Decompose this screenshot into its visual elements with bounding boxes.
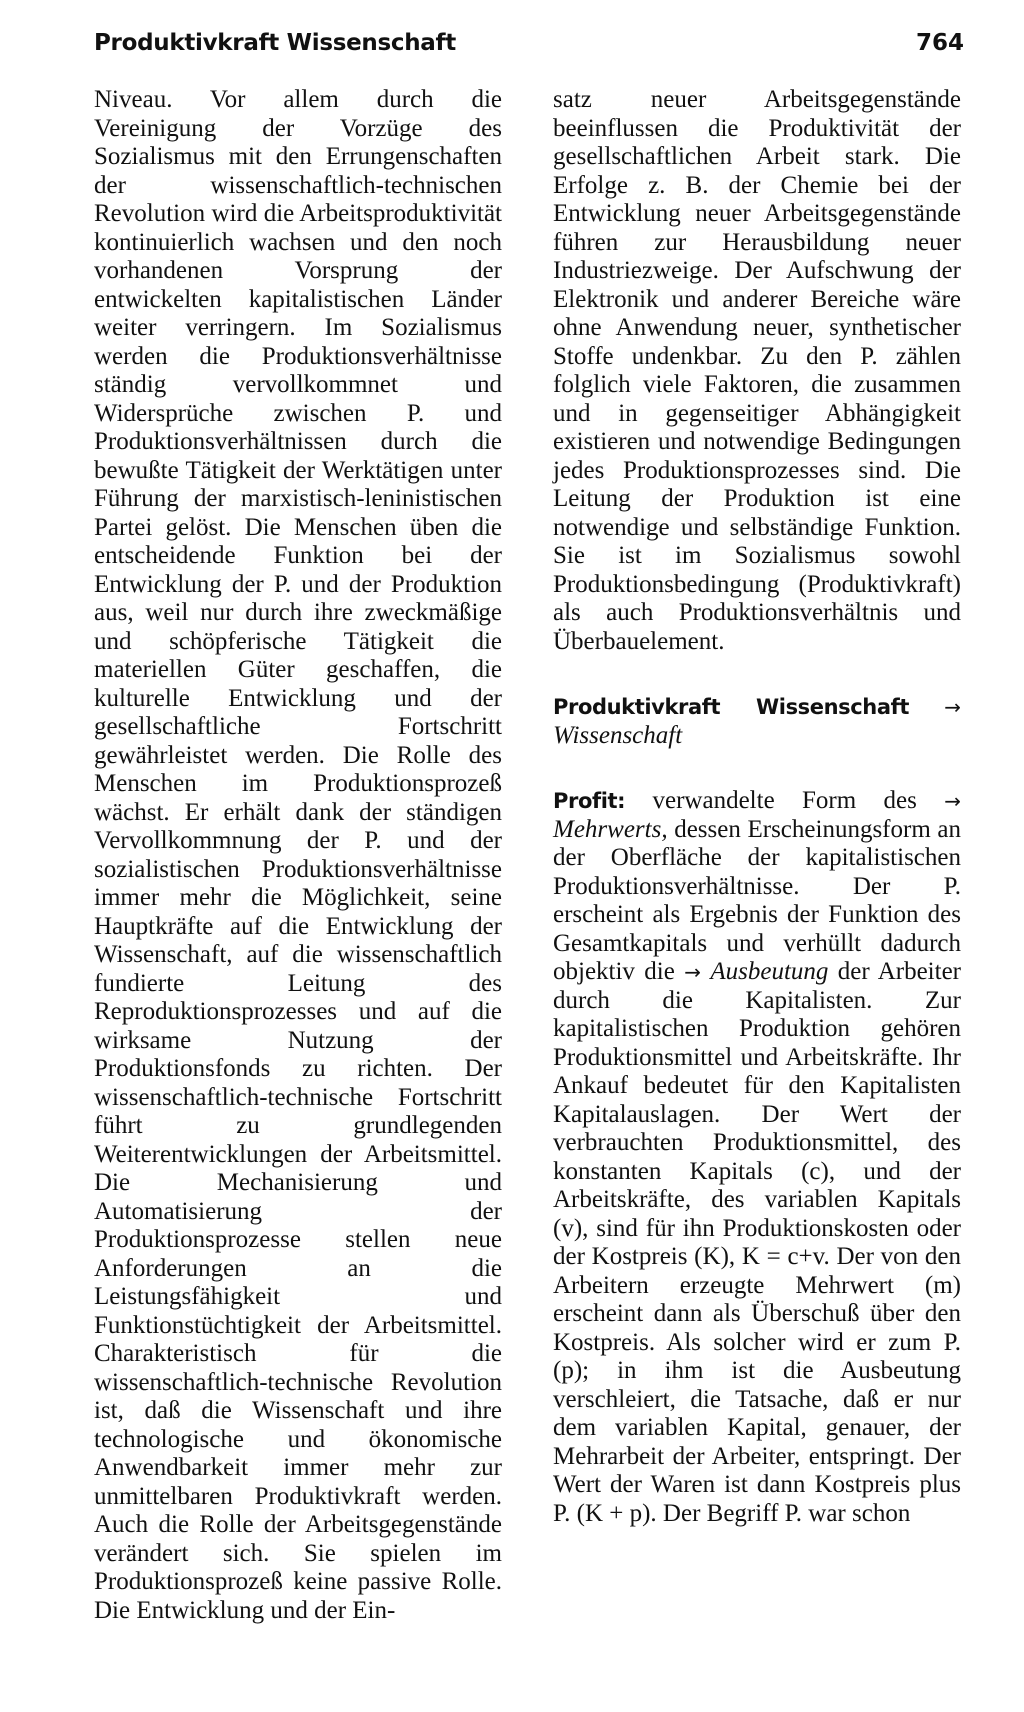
- continuation-paragraph: satz neuer Arbeitsgegenstände beeinflussen die Produktivität der gesellschaftlichen Arbeit stark. Die Erfolge z. B. der Chemie bei der Entwicklung neuer Arbeitsgegenstände führen zur Herausbildung neuer Industriezweige. Der Aufschwung der Elektronik und anderer Bereiche wäre ohne Anwendung neuer, synthetischer Stoffe undenkbar. Zu den P. zählen folglich viele Faktoren, die zusammen und in gegenseitiger Abhängigkeit existieren und notwendige Bedingungen jedes Produktionsprozesses sind. Die Leitung der Produktion ist eine notwendige und selbständige Funktion. Sie ist im Sozialismus sowohl Produktionsbedingung (Produktivkraft) als auch Produktionsverhältnis und Überbauelement.: [553, 86, 961, 655]
- page-header: [94, 30, 964, 66]
- entry-headword: Profit:: [553, 789, 626, 813]
- cross-reference-arrow-icon: →: [944, 789, 961, 813]
- cross-reference-link[interactable]: Mehrwerts,: [553, 815, 668, 843]
- entry-text: verwandelte Form des: [625, 787, 945, 814]
- right-column: [553, 86, 961, 1528]
- entry-produktivkraft-wissenschaft: [553, 693, 961, 750]
- entry-text: der Arbeiter durch die Kapitalisten. Zur kapitalistischen Produktion gehören Produktionsmittel und Arbeitskräfte. Ihr Ankauf bedeutet für den Kapitalisten Kapitalauslagen. Der Wert der verbrauchten Produktionsmittel, des konstanten Kapitals (c), und der Arbeitskräfte, des variablen Kapitals (v), sind für ihn Produktionskosten oder der Kostpreis (K), K = c+v. Der von den Arbeitern erzeugte Mehrwert (m) erscheint dann als Überschuß über den Kostpreis. Als solcher wird er zum P. (p); in ihm ist die Ausbeutung verschleiert, die Tatsache, daß er nur dem variablen Kapital, genauer, der Mehrarbeit der Arbeiter, entspringt. Der Wert der Waren ist dann Kostpreis plus P. (K + p). Der Begriff P. war schon: [553, 958, 961, 1527]
- cross-reference-link[interactable]: Ausbeutung: [710, 958, 829, 985]
- running-head: Produktivkraft Wissenschaft: [94, 30, 456, 56]
- entry-headword: Produktivkraft Wissenschaft: [553, 695, 910, 719]
- cross-reference-link[interactable]: Wissenschaft: [553, 721, 683, 749]
- entry-profit: [553, 787, 961, 1528]
- cross-reference-arrow-icon: →: [684, 960, 701, 984]
- body-paragraph: Niveau. Vor allem durch die Vereinigung der Vorzüge des Sozialismus mit den Errungenschaften der wissenschaftlich-technischen Revolution wird die Arbeitsproduktivität kontinuierlich wachsen und den noch vorhandenen Vorsprung der entwickelten kapitalistischen Länder weiter verringern. Im Sozialismus werden die Produktionsverhältnisse ständig vervollkommnet und Widersprüche zwischen P. und Produktionsverhältnissen durch die bewußte Tätigkeit der Werktätigen unter Führung der marxistisch-leninistischen Partei gelöst. Die Menschen üben die entscheidende Funktion bei der Entwicklung der P. und der Produktion aus, weil nur durch ihre zweckmäßige und schöpferische Tätigkeit die materiellen Güter geschaffen, die kulturelle Entwicklung und der gesellschaftliche Fortschritt gewährleistet werden. Die Rolle des Menschen im Produktionsprozeß wächst. Er erhält dank der ständigen Vervollkommnung der P. und der sozialistischen Produktionsverhältnisse immer mehr die Möglichkeit, seine Hauptkräfte auf die Entwicklung der Wissenschaft, auf die wissenschaftlich fundierte Leitung des Reproduktionsprozesses und auf die wirksame Nutzung der Produktionsfonds zu richten. Der wissenschaftlich-technische Fortschritt führt zu grundlegenden Weiterentwicklungen der Arbeitsmittel. Die Mechanisierung und Automatisierung der Produktionsprozesse stellen neue Anforderungen an die Leistungsfähigkeit und Funktionstüchtigkeit der Arbeitsmittel. Charakteristisch für die wissenschaftlich-technische Revolution ist, daß die Wissenschaft und ihre technologische und ökonomische Anwendbarkeit immer mehr zur unmittelbaren Produktivkraft werden. Auch die Rolle der Arbeitsgegenstände verändert sich. Sie spielen im Produktionsprozeß keine passive Rolle. Die Entwicklung und der Ein-: [94, 86, 502, 1624]
- cross-reference-arrow-icon: →: [944, 695, 962, 719]
- left-column: [94, 86, 502, 1625]
- page-number: 764: [915, 30, 964, 56]
- entry-text: dessen Erscheinungsform an der Oberfläche der kapitalistischen Produktionsverhältnisse. Der P. erscheint als Ergebnis der Funktion des Gesamtkapitals und verhüllt dadurch objektiv die: [553, 815, 961, 985]
